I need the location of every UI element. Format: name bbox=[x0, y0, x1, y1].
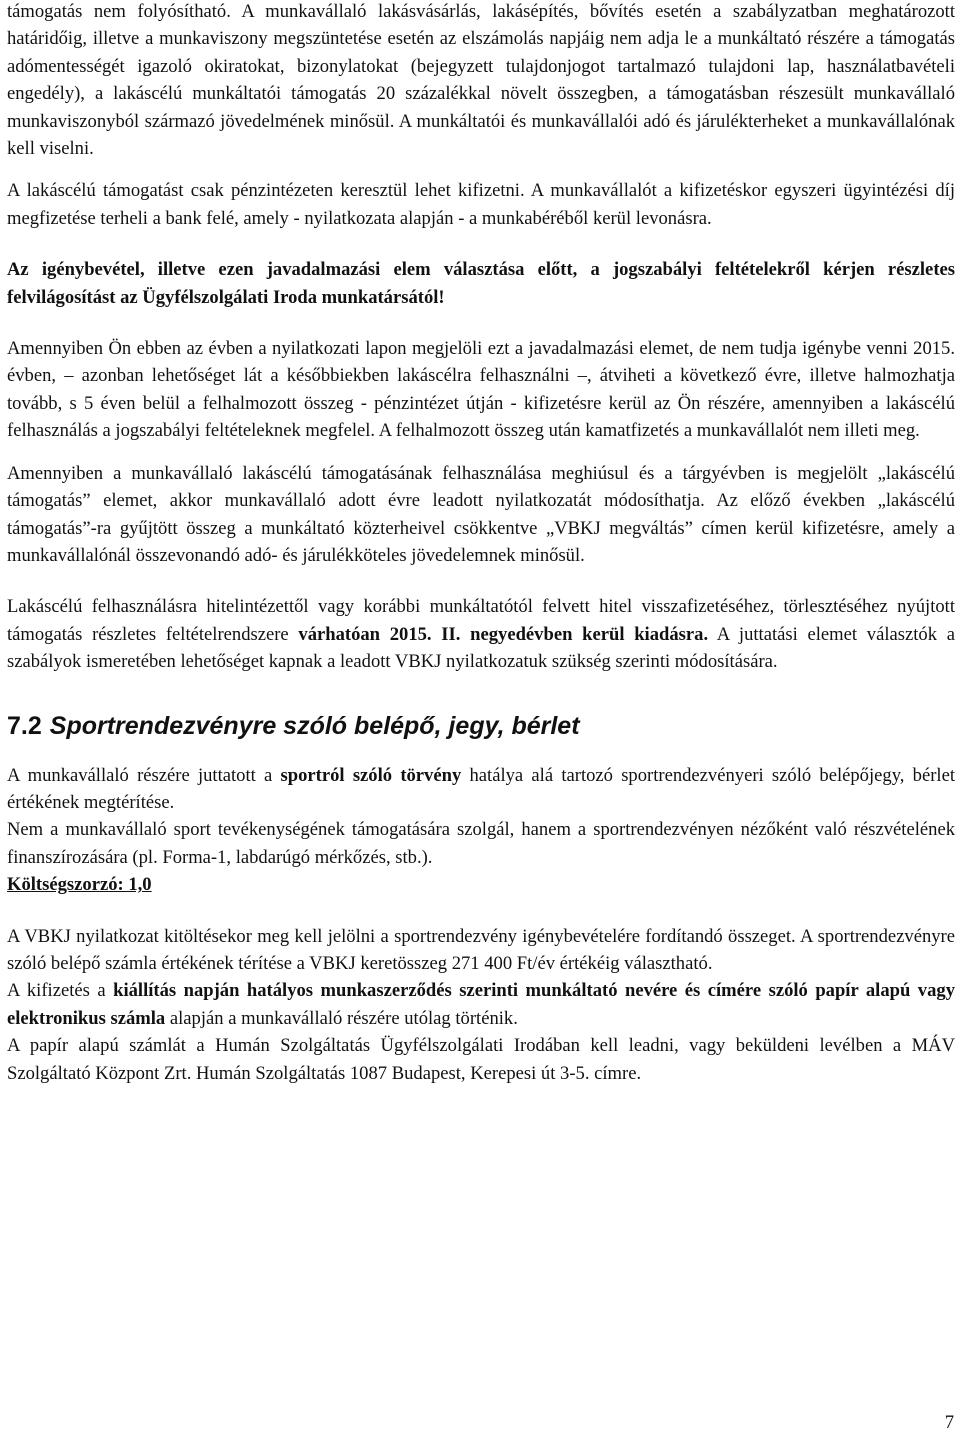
paragraph-carry-over: Amennyiben Ön ebben az évben a nyilatkozati lapon megjelöli ezt a javadalmazási elemet, de nem tudja igénybe venni 2015. évben, – azonban lehetőséget lát a későbbiekben lakáscélra felhasználni –, átviheti a következő évre, illetve halmozhatja tovább, s 5 éven belül a felhalmozott összeg - pénzintézet útján - kifizetésre kerül az Ön részére, amennyiben a lakáscélú felhasználás a jogszabályi feltételeknek megfelel. A felhalmozott összeg után kamatfizetés a munkavállalót nem illeti meg. bbox=[7, 338, 955, 442]
invoice-tail: alapján a munkavállaló részére utólag történik. bbox=[165, 1007, 518, 1029]
sport-definition-tail: hatálya alá tartozó sportrendezvényeri szóló belépőjegy, bérlet értékének megtérítése. bbox=[7, 764, 955, 813]
section-heading bbox=[7, 710, 955, 742]
document-page bbox=[7, 0, 955, 1087]
sport-law-reference: sportról szóló törvény bbox=[280, 764, 462, 786]
paragraph-payment-via-bank: A lakáscélú támogatást csak pénzintézeten keresztül lehet kifizetni. A munkavállalót a kifizetéskor egyszeri ügyintézési díj megfizetése terheli a bank felé, amely - nyilatkozata alapján - a munkabéréből kerül levonásra. bbox=[7, 180, 955, 229]
loan-repayment-tail: A juttatási elemet választók a szabályok ismeretében lehetőséget kapnak a leadott VBKJ nyilatkozatuk szükség szerinti módosítására. bbox=[7, 623, 955, 673]
loan-repayment-text: Lakáscélú felhasználásra hitelintézettől vagy korábbi munkáltatótól felvett hitel visszafizetéséhez, törlesztéséhez nyújtott támogatás részletes feltételrendszere bbox=[7, 596, 955, 645]
paragraph-vbkj-amount: A VBKJ nyilatkozat kitöltésekor meg kell jelölni a sportrendezvény igénybevételére fordítandó összeget. A sportrendezvényre szóló belépő számla értékének térítése a VBKJ keretösszeg 271 400 Ft/év értékéig választható. bbox=[7, 925, 955, 974]
sport-definition-text: A munkavállaló részére juttatott a bbox=[7, 764, 281, 786]
loan-repayment-deadline: várhatóan 2015. II. negyedévben kerül kiadásra. bbox=[298, 623, 709, 645]
section-number: 7.2 bbox=[7, 711, 42, 740]
paragraph-sport-definition bbox=[7, 762, 955, 817]
section-title: Sportrendezvényre szóló belépő, jegy, bérlet bbox=[49, 711, 580, 740]
paragraph-invoice-requirements bbox=[7, 977, 955, 1032]
invoice-requirement-bold: kiállítás napján hatályos munkaszerződés szerinti munkáltató nevére és címére szóló papír alapú vagy elektronikus számla bbox=[7, 980, 955, 1029]
paragraph-sport-purpose: Nem a munkavállaló sport tevékenységének támogatására szolgál, hanem a sportrendezvényen nézőként való részvételének finanszírozására (pl. Forma-1, labdarúgó mérkőzés, stb.). bbox=[7, 819, 955, 868]
paragraph-housing-support-tax: támogatás nem folyósítható. A munkavállaló lakásvásárlás, lakásépítés, bővítés esetén a szabályzatban meghatározott határidőig, illetve a munkaviszony megszüntetése esetén az elszámolás napjáig nem adja le a munkáltató részére a támogatás adómentességét igazoló okiratokat, bizonylatokat (bejegyzett tulajdonjogot tartalmazó tulajdoni lap, használatbavételi engedély), a lakáscélú munkáltatói támogatás 20 százalékkal növelt összegben, a támogatásban részesült munkavállaló munkaviszonyból származó jövedelmének minősül. A munkáltatói és munkavállalói adó és járulékterheket a munkavállalónak kell viselni. bbox=[7, 1, 955, 160]
cost-multiplier-heading: Költségszorzó: 1,0 bbox=[7, 874, 152, 896]
paragraph-loan-repayment bbox=[7, 593, 955, 675]
paragraph-failed-use: Amennyiben a munkavállaló lakáscélú támogatásának felhasználása meghiúsul és a tárgyévben is megjelölt „lakáscélú támogatás” elemet, akkor munkavállaló adott évre leadott nyilatkozatát módosíthatja. Az előző években „lakáscélú támogatás”-ra gyűjtött összeg a munkáltató közterheivel csökkentve „VBKJ megváltás” címen kerül kifizetésre, amely a munkavállalónál összevonandó adó- és járulékköteles jövedelemnek minősül. bbox=[7, 462, 955, 566]
invoice-text: A kifizetés a bbox=[7, 980, 114, 1002]
paragraph-info-notice: Az igénybevétel, illetve ezen javadalmazási elem választása előtt, a jogszabályi feltételekről kérjen részletes felvilágosítást az Ügyfélszolgálati Iroda munkatársától! bbox=[7, 259, 955, 308]
page-number: 7 bbox=[944, 1412, 954, 1433]
paragraph-invoice-submission: A papír alapú számlát a Humán Szolgáltatás Ügyfélszolgálati Irodában kell leadni, vagy beküldeni levélben a MÁV Szolgáltató Központ Zrt. Humán Szolgáltatás 1087 Budapest, Kerepesi út 3-5. címre. bbox=[7, 1035, 955, 1084]
